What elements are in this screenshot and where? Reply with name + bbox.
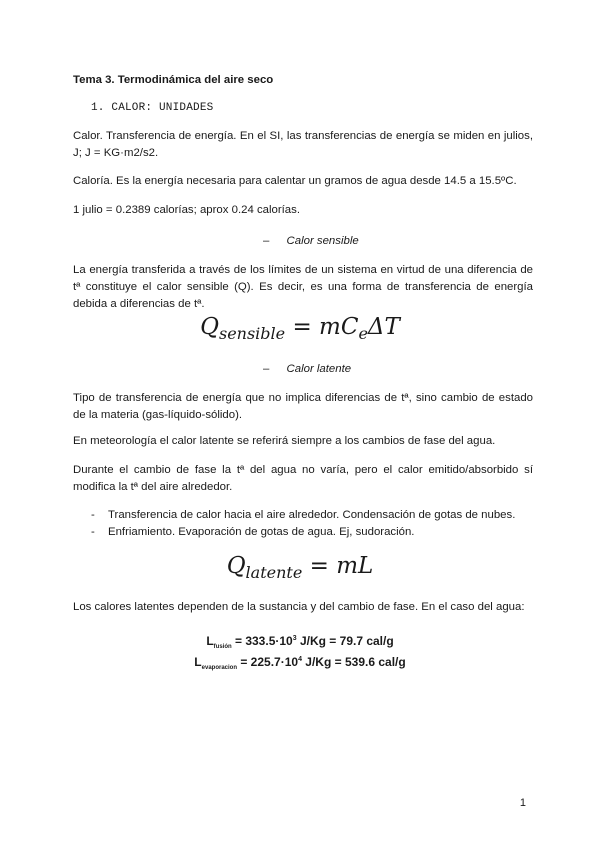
bullet-text: Enfriamiento. Evaporación de gotas de agua. Ej, sudoración. (108, 526, 415, 538)
paragraph-meteorologia: En meteorología el calor latente se referirá siempre a los cambios de fase del agua. (73, 435, 496, 447)
latent-symbol: L (206, 634, 214, 648)
formula-lhs-subscript: latente (245, 563, 303, 582)
subheading-latente (263, 361, 351, 378)
list-item (91, 524, 515, 541)
formula-lhs: Q (200, 314, 219, 340)
latent-exponent: 4 (298, 656, 302, 663)
latent-subscript: fusión (213, 644, 232, 650)
latent-exponent: 3 (292, 635, 297, 642)
formula-rhs-tail: ΔT (367, 314, 400, 340)
formula-rhs-subscript: e (358, 324, 368, 343)
list-item (91, 507, 515, 524)
formula-rhs: = mL (309, 553, 374, 579)
latent-tail: J/Kg = 539.6 cal/g (301, 655, 406, 669)
latent-tail: J/Kg = 79.7 cal/g (296, 634, 394, 648)
latent-value: = 333.5·10 (231, 634, 293, 648)
section-heading: 1. CALOR: UNIDADES (91, 102, 214, 114)
subheading-dash: – (263, 235, 270, 247)
subheading-sensible-label: Calor sensible (286, 235, 359, 247)
bullet-marker: - (91, 509, 95, 521)
subheading-dash: – (263, 363, 270, 375)
paragraph-sensible-definition: La energía transferida a través de los límites de un sistema en virtud de una diferencia de tª constituye el calor sensible (Q). Es decir, es una forma de transferencia de energía debida a diferencias de tª. (73, 264, 533, 310)
document-title: Tema 3. Termodinámica del aire seco (73, 74, 274, 86)
formula-rhs: = mC (292, 314, 359, 340)
subheading-latente-label: Calor latente (286, 363, 352, 375)
paragraph-julio: 1 julio = 0.2389 calorías; aprox 0.24 calorías. (73, 204, 301, 216)
latent-symbol: L (194, 655, 202, 669)
bullet-list (91, 507, 515, 541)
page-number: 1 (519, 797, 526, 809)
latent-heat-fusion (0, 634, 600, 650)
subheading-sensible (263, 233, 359, 250)
paragraph-cambio-fase: Durante el cambio de fase la tª del agua no varía, pero el calor emitido/absorbido sí modifica la tª del aire alrededor. (73, 464, 533, 493)
latent-heat-evaporation (0, 655, 600, 671)
bullet-marker: - (91, 526, 95, 538)
formula-calor-sensible (0, 314, 600, 343)
formula-lhs-subscript: sensible (218, 324, 286, 343)
formula-lhs: Q (226, 553, 246, 579)
latent-subscript: evaporacion (201, 665, 237, 671)
paragraph-latente-definition: Tipo de transferencia de energía que no implica diferencias de tª, sino cambio de estado de la materia (gas-líquido-sólido). (73, 392, 533, 421)
bullet-text: Transferencia de calor hacia el aire alrededor. Condensación de gotas de nubes. (108, 509, 516, 521)
paragraph-calores-latentes: Los calores latentes dependen de la sustancia y del cambio de fase. En el caso del agua: (73, 601, 525, 613)
latent-value: = 225.7·10 (237, 655, 299, 669)
paragraph-calor: Calor. Transferencia de energía. En el SI, las transferencias de energía se miden en julios, J; J = KG·m2/s2. (73, 130, 533, 159)
formula-calor-latente (0, 553, 600, 582)
paragraph-caloria: Caloría. Es la energía necesaria para calentar un gramos de agua desde 14.5 a 15.5ºC. (73, 175, 517, 187)
